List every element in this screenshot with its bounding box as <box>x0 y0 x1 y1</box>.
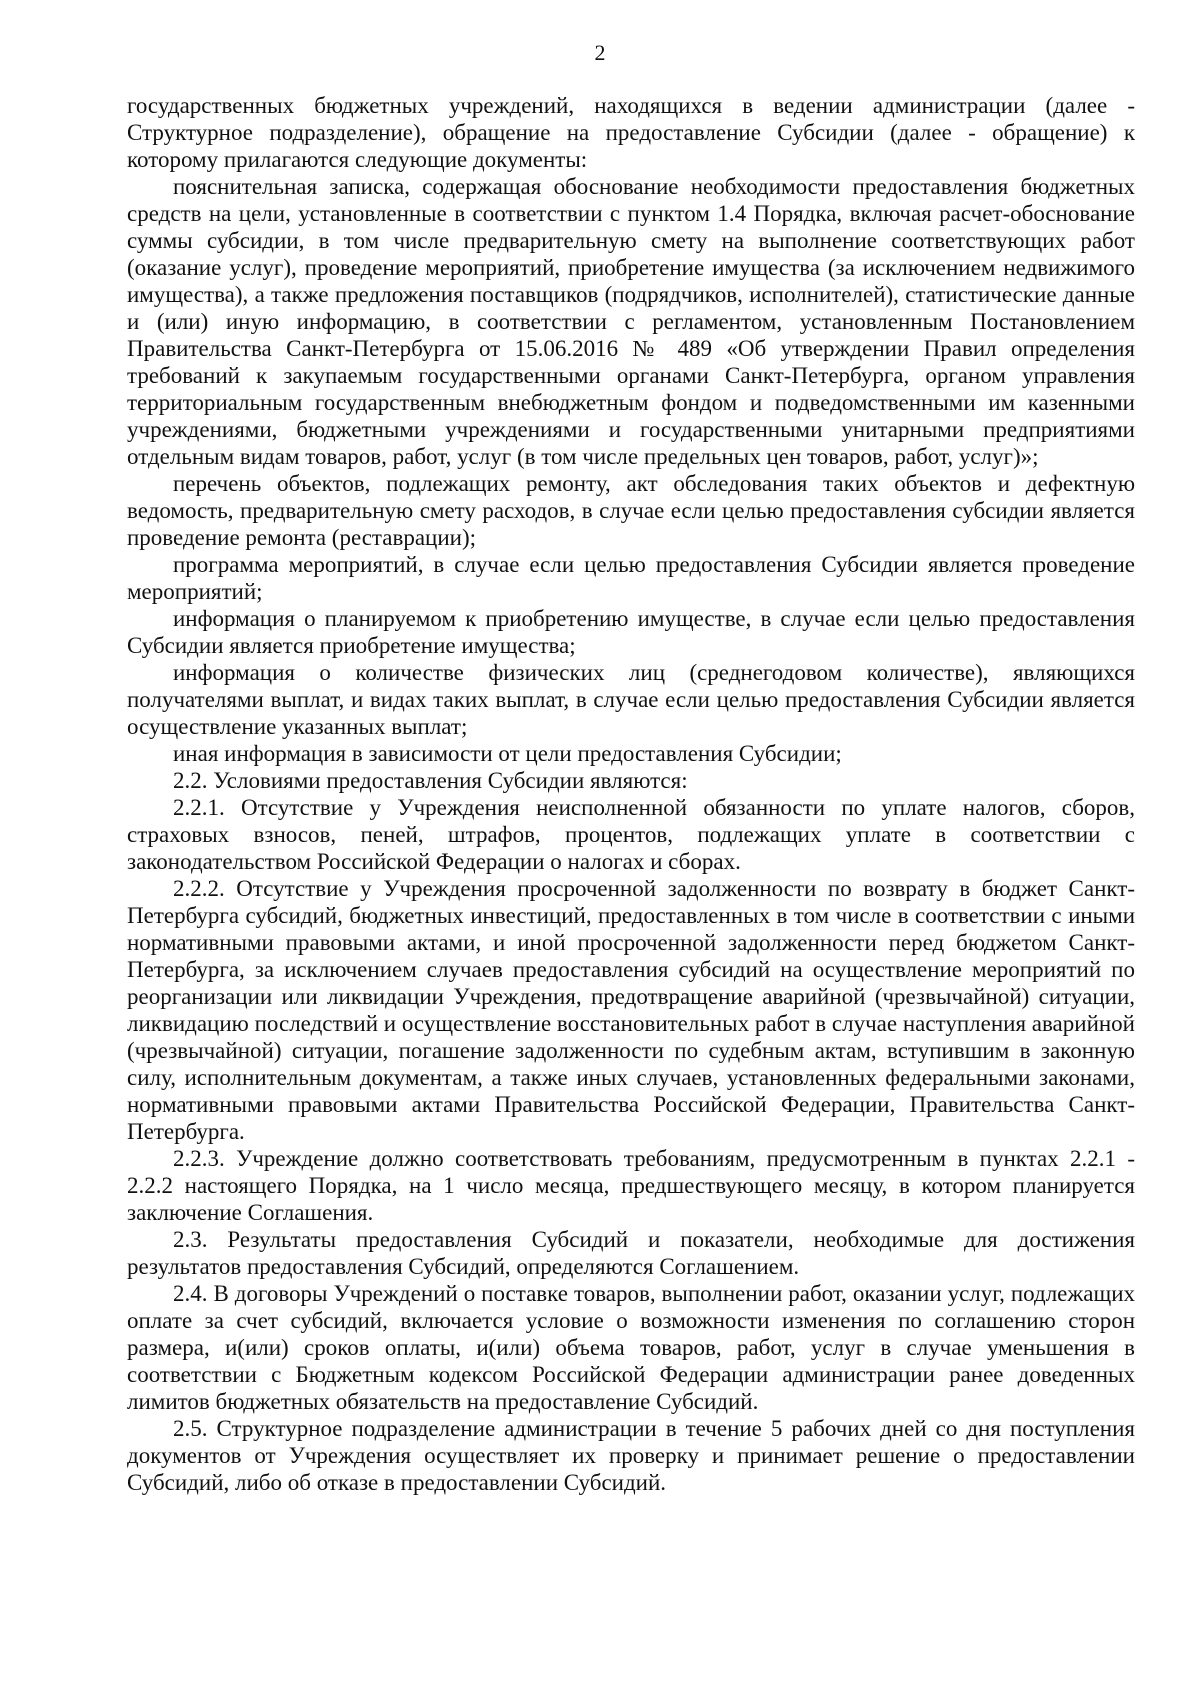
paragraph-2-2-3: 2.2.3. Учреждение должно соответствовать требованиям, предусмотренным в пунктах 2.2.1 - 2.2.2 настоящего Порядка, на 1 число месяца, предшествующего месяцу, в котором планируется заключение Соглашения. <box>127 1146 1135 1225</box>
paragraph-2-5: 2.5. Структурное подразделение администрации в течение 5 рабочих дней со дня поступления документов от Учреждения осуществляет их проверку и принимает решение о предоставлении Субсидий, либо об отказе в предоставлении Субсидий. <box>127 1416 1135 1495</box>
paragraph-2-3: 2.3. Результаты предоставления Субсидий и показатели, необходимые для достижения результатов предоставления Субсидий, определяются Соглашением. <box>127 1227 1135 1279</box>
paragraph-explanatory-note: пояснительная записка, содержащая обоснование необходимости предоставления бюджетных средств на цели, установленные в соответствии с пунктом 1.4 Порядка, включая расчет-обоснование суммы субсидии, в том числе предварительную смету на выполнение соответствующих работ (оказание услуг), проведение мероприятий, приобретение имущества (за исключением недвижимого имущества), а также предложения поставщиков (подрядчиков, исполнителей), статистические данные и (или) иную информацию, в соответствии с регламентом, установленным Постановлением Правительства Санкт-Петербурга от 15.06.2016 № 489 «Об утверждении Правил определения требований к закупаемым государственными органами Санкт-Петербурга, органом управления территориальным государственным внебюджетным фондом и подведомственными им казенными учреждениями, бюджетными учреждениями и государственными унитарными предприятиями отдельным видам товаров, работ, услуг (в том числе предельных цен товаров, работ, услуг)»; <box>127 174 1135 469</box>
paragraph-other-info: иная информация в зависимости от цели предоставления Субсидии; <box>173 741 842 766</box>
paragraph-property-info: информация о планируемом к приобретению имуществе, в случае если целью предоставления Субсидии является приобретение имущества; <box>127 606 1135 658</box>
paragraph-repair-objects: перечень объектов, подлежащих ремонту, акт обследования таких объектов и дефектную ведомость, предварительную смету расходов, в случае если целью предоставления субсидии является проведение ремонта (реставрации); <box>127 471 1135 550</box>
document-body <box>127 92 1135 1496</box>
page-number: 2 <box>594 40 606 65</box>
paragraph-2-2: 2.2. Условиями предоставления Субсидии являются: <box>173 768 688 793</box>
paragraph-payments-info: информация о количестве физических лиц (среднегодовом количестве), являющихся получателями выплат, и видах таких выплат, в случае если целью предоставления Субсидии является осуществление указанных выплат; <box>127 660 1135 739</box>
paragraph-2-4: 2.4. В договоры Учреждений о поставке товаров, выполнении работ, оказании услуг, подлежащих оплате за счет субсидий, включается условие о возможности изменения по соглашению сторон размера, и(или) сроков оплаты, и(или) объема товаров, работ, услуг в случае уменьшения в соответствии с Бюджетным кодексом Российской Федерации администрации ранее доведенных лимитов бюджетных обязательств на предоставление Субсидий. <box>127 1281 1135 1414</box>
paragraph-events-program: программа мероприятий, в случае если целью предоставления Субсидии является проведение мероприятий; <box>127 552 1135 604</box>
paragraph-intro-continuation: государственных бюджетных учреждений, находящихся в ведении администрации (далее - Структурное подразделение), обращение на предоставление Субсидии (далее - обращение) к которому прилагаются следующие документы: <box>127 93 1135 172</box>
paragraph-2-2-2: 2.2.2. Отсутствие у Учреждения просроченной задолженности по возврату в бюджет Санкт-Петербурга субсидий, бюджетных инвестиций, предоставленных в том числе в соответствии с иными нормативными правовыми актами, и иной просроченной задолженности перед бюджетом Санкт-Петербурга, за исключением случаев предоставления субсидий на осуществление мероприятий по реорганизации или ликвидации Учреждения, предотвращение аварийной (чрезвычайной) ситуации, ликвидацию последствий и осуществление восстановительных работ в случае наступления аварийной (чрезвычайной) ситуации, погашение задолженности по судебным актам, вступившим в законную силу, исполнительным документам, а также иных случаев, установленных федеральными законами, нормативными правовыми актами Правительства Российской Федерации, Правительства Санкт-Петербурга. <box>127 876 1135 1144</box>
paragraph-2-2-1: 2.2.1. Отсутствие у Учреждения неисполненной обязанности по уплате налогов, сборов, страховых взносов, пеней, штрафов, процентов, подлежащих уплате в соответствии с законодательством Российской Федерации о налогах и сборах. <box>127 795 1135 874</box>
